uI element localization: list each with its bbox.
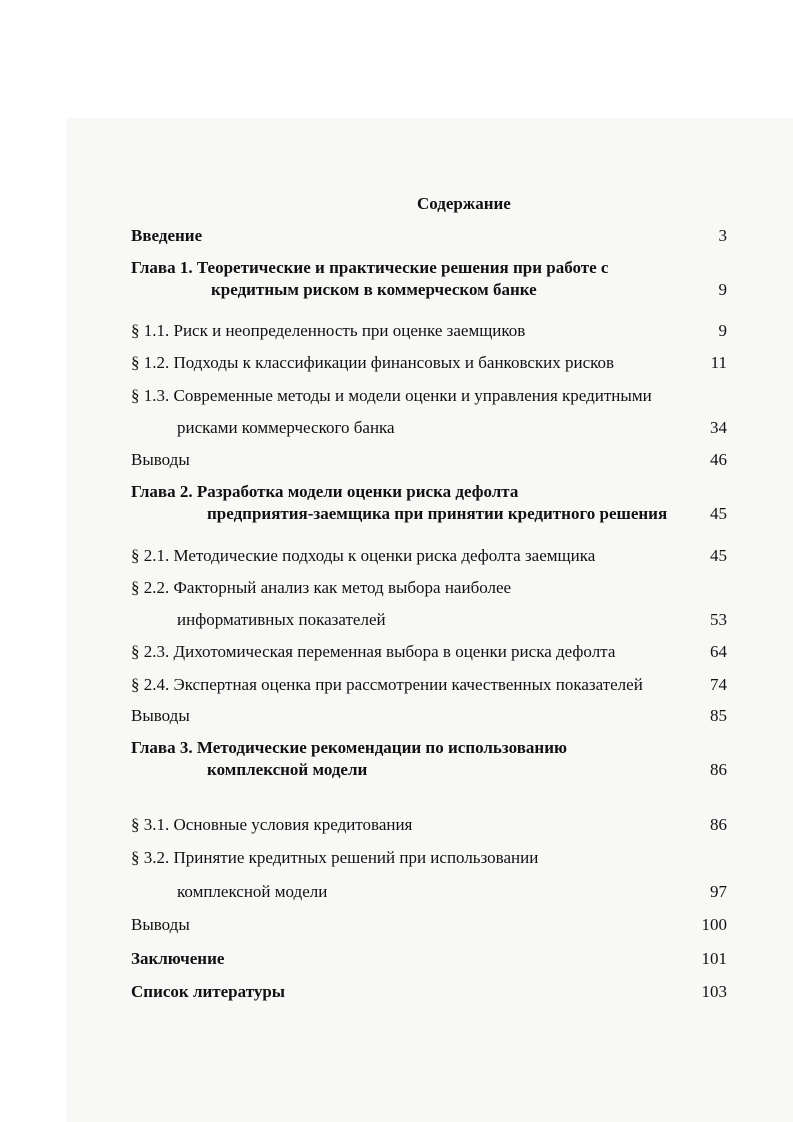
toc-page-section-3-1: 86: [710, 815, 727, 834]
toc-entry-intro: Введение: [131, 226, 203, 245]
toc-chapter-2-line-2: предприятия-заемщика при принятии кредитного решения: [207, 504, 668, 523]
toc-section-1-3-line-2: рисками коммерческого банка: [177, 418, 395, 437]
toc-section-2-1: § 2.1. Методические подходы к оценки риска дефолта заемщика: [131, 546, 596, 565]
toc-section-2-3: § 2.3. Дихотомическая переменная выбора в оценки риска дефолта: [131, 642, 616, 661]
toc-page-chapter-3: 86: [710, 760, 727, 779]
toc-page-section-3-2: 97: [710, 882, 727, 901]
toc-page-section-1-3: 34: [710, 418, 727, 437]
toc-conclusions-2: Выводы: [131, 706, 190, 725]
toc-conclusions-1: Выводы: [131, 450, 190, 469]
toc-section-2-4: § 2.4. Экспертная оценка при рассмотрении качественных показателей: [131, 675, 643, 694]
toc-section-1-1: § 1.1. Риск и неопределенность при оценке заемщиков: [131, 321, 526, 340]
toc-section-2-2-line-1: § 2.2. Факторный анализ как метод выбора наиболее: [131, 578, 512, 597]
toc-page-references: 103: [701, 982, 727, 1001]
toc-page-section-2-2: 53: [710, 610, 727, 629]
toc-section-2-2-line-2: информативных показателей: [177, 610, 386, 629]
toc-chapter-3-line-2: комплексной модели: [207, 760, 368, 779]
toc-page-conclusions-2: 85: [710, 706, 727, 725]
toc-conclusions-3: Выводы: [131, 915, 190, 934]
toc-chapter-2-line-1: Глава 2. Разработка модели оценки риска дефолта: [131, 482, 519, 501]
toc-page-section-1-1: 9: [718, 321, 727, 340]
toc-section-3-1: § 3.1. Основные условия кредитования: [131, 815, 413, 834]
toc-page-section-2-3: 64: [710, 642, 727, 661]
toc-section-3-2-line-1: § 3.2. Принятие кредитных решений при использовании: [131, 848, 539, 867]
toc-page-conclusion: 101: [701, 949, 727, 968]
toc-page-section-2-1: 45: [710, 546, 727, 565]
page-title: Содержание: [417, 194, 511, 213]
toc-entry-references: Список литературы: [131, 982, 286, 1001]
toc-page-chapter-2: 45: [710, 504, 727, 523]
toc-entry-conclusion: Заключение: [131, 949, 225, 968]
toc-chapter-1-line-1: Глава 1. Теоретические и практические решения при работе с: [131, 258, 609, 277]
toc-chapter-1-line-2: кредитным риском в коммерческом банке: [211, 280, 537, 299]
toc-page-conclusions-1: 46: [710, 450, 727, 469]
toc-page-chapter-1: 9: [718, 280, 727, 299]
toc-section-1-3-line-1: § 1.3. Современные методы и модели оценки и управления кредитными: [131, 386, 652, 405]
toc-page-conclusions-3: 100: [701, 915, 727, 934]
toc-chapter-3-line-1: Глава 3. Методические рекомендации по использованию: [131, 738, 567, 757]
toc-section-1-2: § 1.2. Подходы к классификации финансовых и банковских рисков: [131, 353, 615, 372]
toc-page-section-2-4: 74: [710, 675, 727, 694]
toc-page-intro: 3: [718, 226, 727, 245]
toc-page-section-1-2: 11: [710, 353, 727, 372]
toc-section-3-2-line-2: комплексной модели: [177, 882, 328, 901]
